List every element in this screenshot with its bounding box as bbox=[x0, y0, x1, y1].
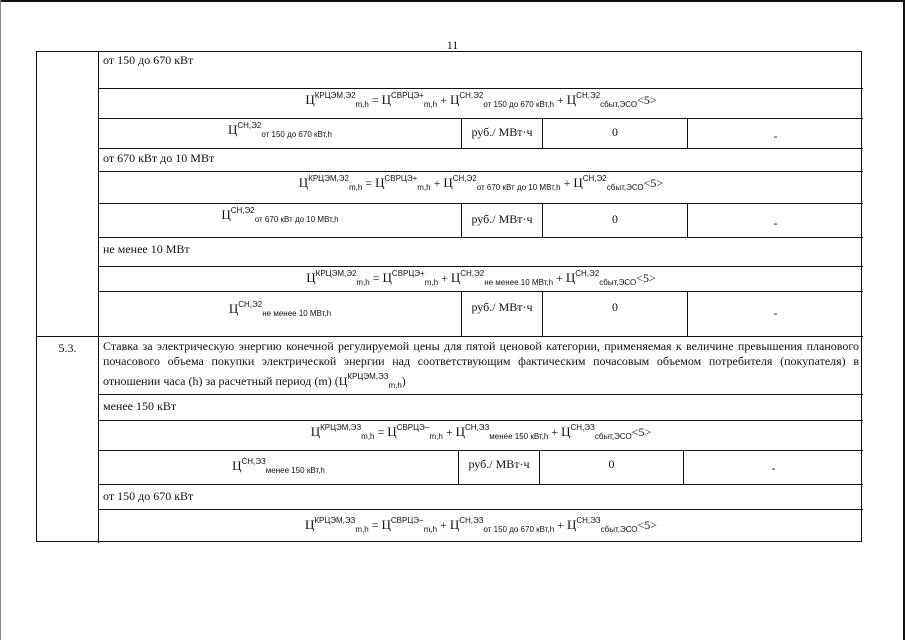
formula-row-2: $Ц^{КРЦЭМ,Э2}_{m,h} = Ц^{СВРЦЭ+}_{m,h} + Ц^{СН,Э2}_{от 670 кВт до 10 МВт,h} + Ц^{СН,Э2}_{сбыт,ЭСО}<5>$ bbox=[98, 171, 863, 203]
param-value-1: 0 bbox=[542, 118, 687, 148]
section-5-3-description: Ставка за электрическую энергию конечной регулируемой цены для пятой ценовой категории, применяемая к величине превышения планового почасового объема покупки электрической энергии над соответствующим фактическим почасовым объемом потребителя (покупателя) в отношении часа (h) за расчетный период (m) $(Ц^{КРЦЭМ,ЭЗ}_{m,h})$ bbox=[98, 336, 863, 394]
formula-row-5: $Ц^{КРЦЭМ,ЭЗ}_{m,h} = Ц^{СВРЦЭ-}_{m,h} + Ц^{СН,ЭЗ}_{от 150 до 670 кВт,h} + Ц^{СН,ЭЗ}_{сбыт,ЭСО}<5>$ bbox=[98, 509, 863, 543]
formula-row-4: $Ц^{КРЦЭМ,ЭЗ}_{m,h} = Ц^{СВРЦЭ-}_{m,h} + Ц^{СН,ЭЗ}_{менее 150 кВт,h} + Ц^{СН,ЭЗ}_{сбыт,ЭСО}<5>$ bbox=[98, 420, 863, 450]
param-unit-4: руб./ МВт·ч bbox=[458, 450, 539, 484]
param-value-4: 0 bbox=[539, 450, 683, 484]
row-label-670-10: от 670 кВт до 10 МВт bbox=[98, 148, 863, 171]
row-label-10mw: не менее 10 МВт bbox=[98, 237, 863, 266]
param-value-2: 0 bbox=[542, 203, 687, 237]
param-dash-4: - bbox=[683, 450, 863, 484]
row-label-150-670: от 150 до 670 кВт bbox=[98, 51, 863, 88]
param-value-3: 0 bbox=[542, 291, 687, 336]
param-unit-3: руб./ МВт·ч bbox=[461, 291, 542, 336]
section-number: 5.3. bbox=[58, 341, 77, 355]
param-unit-2: руб./ МВт·ч bbox=[461, 203, 542, 237]
num-col-block-1 bbox=[37, 51, 99, 336]
param-unit-1: руб./ МВт·ч bbox=[461, 118, 542, 148]
row-label-150-670-e3: от 150 до 670 кВт bbox=[98, 484, 863, 509]
page-number: 11 bbox=[446, 38, 459, 52]
page-border-top bbox=[0, 0, 905, 2]
row-label-less-150: менее 150 кВт bbox=[98, 394, 863, 420]
param-dash-2: - bbox=[687, 203, 863, 237]
param-symbol-1: $Ц^{СН,Э2}_{от 150 до 670 кВт,h}$ bbox=[98, 118, 461, 148]
num-col-block-2 bbox=[37, 336, 99, 543]
param-dash-1: - bbox=[687, 118, 863, 148]
param-symbol-2: $Ц^{СН,Э2}_{от 670 кВт до 10 МВт,h}$ bbox=[98, 203, 461, 237]
param-symbol-4: $Ц^{СН,ЭЗ}_{менее 150 кВт,h}$ bbox=[98, 450, 458, 484]
formula-row-3: $Ц^{КРЦЭМ,Э2}_{m,h} = Ц^{СВРЦЭ+}_{m,h} + Ц^{СН,Э2}_{не менее 10 МВт,h} + Ц^{СН,Э2}_{сбыт,ЭСО}<5>$ bbox=[98, 266, 863, 291]
formula-row-1: $Ц^{КРЦЭМ,Э2}_{m,h} = Ц^{СВРЦЭ+}_{m,h} + Ц^{СН,Э2}_{от 150 до 670 кВт,h} + Ц^{СН,Э2}_{сбыт,ЭСО}<5>$ bbox=[98, 88, 863, 118]
param-symbol-3: $Ц^{СН,Э2}_{не менее 10 МВт,h}$ bbox=[98, 291, 461, 336]
page-border-left bbox=[0, 0, 1, 640]
param-dash-3: - bbox=[687, 291, 863, 336]
tariff-table bbox=[36, 51, 862, 542]
